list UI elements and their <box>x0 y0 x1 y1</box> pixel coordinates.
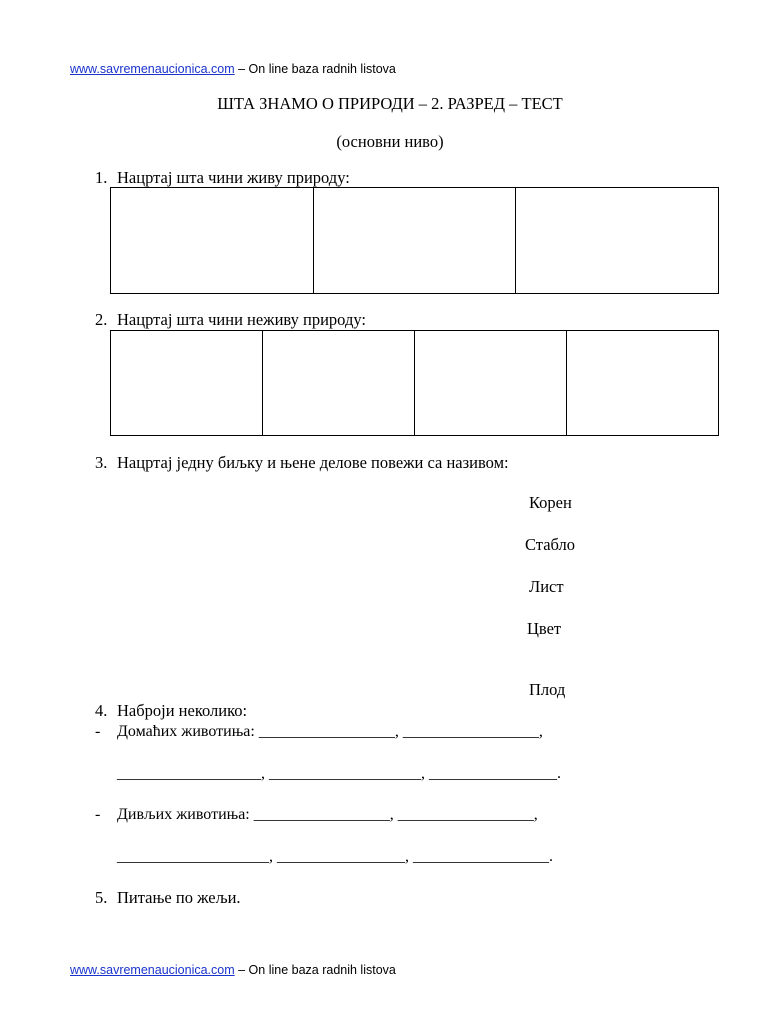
drawing-cell[interactable] <box>567 331 718 435</box>
question-number: 2. <box>95 310 108 329</box>
plant-part-label: Цвет <box>527 619 562 638</box>
question-1 <box>95 168 350 188</box>
question-5 <box>95 888 241 908</box>
question-number: 1. <box>95 168 108 187</box>
question-text: Нацртај шта чини живу природу: <box>117 168 350 187</box>
question-number: 4. <box>95 701 108 720</box>
drawing-grid-nonliving <box>110 330 719 436</box>
drawing-cell[interactable] <box>516 188 718 293</box>
domestic-dash: - <box>95 723 101 740</box>
plant-part-label: Плод <box>529 680 566 699</box>
question-text: Нацртај једну биљку и њене делове повежи са називом: <box>117 453 509 472</box>
page-title: ШТА ЗНАМО О ПРИРОДИ – 2. РАЗРЕД – ТЕСТ <box>217 94 563 113</box>
question-text: Нацртај шта чини неживу природу: <box>117 310 366 329</box>
page-footer <box>70 963 396 977</box>
plant-part-label: Стабло <box>525 535 575 554</box>
header-tagline: – On line baza radnih listova <box>234 62 396 76</box>
question-2 <box>95 310 366 330</box>
site-link[interactable]: www.savremenaucionica.com <box>70 963 235 977</box>
question-text: Наброји неколико: <box>117 701 248 720</box>
wild-animals-line-2[interactable]: ___________________, ________________, _________________. <box>117 848 553 865</box>
footer-tagline: – On line baza radnih listova <box>234 963 396 977</box>
page-header <box>70 62 396 76</box>
page-subtitle: (основни ниво) <box>336 132 444 151</box>
plant-part-label: Корен <box>529 493 572 512</box>
domestic-animals-line-2[interactable]: __________________, ___________________, ________________. <box>117 765 561 782</box>
site-link[interactable]: www.savremenaucionica.com <box>70 62 235 76</box>
domestic-animals-line-1[interactable]: Домаћих животиња: _________________, _________________, <box>117 723 543 740</box>
drawing-cell[interactable] <box>111 188 314 293</box>
question-3 <box>95 453 509 473</box>
drawing-grid-living <box>110 187 719 294</box>
wild-animals-line-1[interactable]: Дивљих животиња: _________________, _________________, <box>117 806 538 823</box>
question-number: 3. <box>95 453 108 472</box>
wild-dash: - <box>95 806 101 823</box>
question-4 <box>95 701 247 721</box>
plant-part-label: Лист <box>529 577 564 596</box>
drawing-cell[interactable] <box>415 331 567 435</box>
drawing-cell[interactable] <box>314 188 517 293</box>
drawing-cell[interactable] <box>111 331 263 435</box>
question-number: 5. <box>95 888 108 907</box>
drawing-cell[interactable] <box>263 331 415 435</box>
question-text: Питање по жељи. <box>117 888 241 907</box>
